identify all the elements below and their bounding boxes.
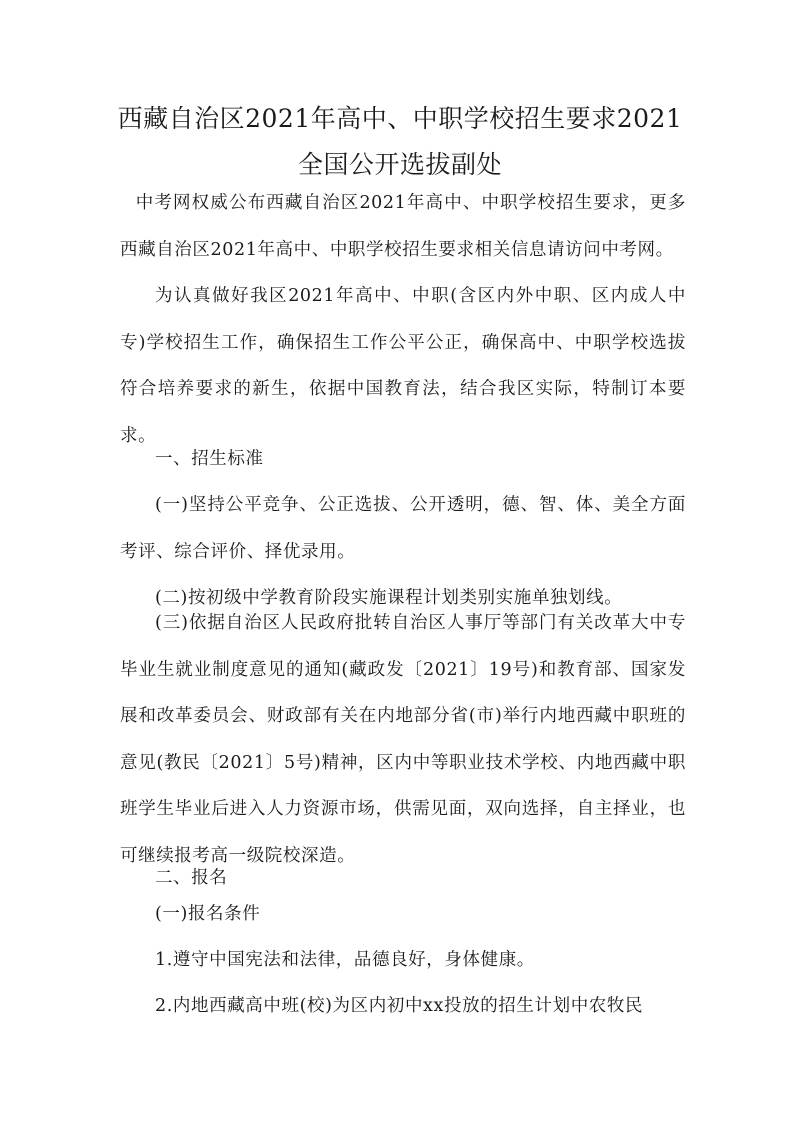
intro-paragraph: 中考网权威公布西藏自治区2021年高中、中职学校招生要求，更多西藏自治区2021年高中、中职学校招生要求相关信息请访问中考网。 — [120, 193, 686, 260]
document-title: 西藏自治区2021年高中、中职学校招生要求2021全国公开选拔副处 — [117, 104, 683, 179]
standard-item-1: (一)坚持公平竞争、公正选拔、公开透明，德、智、体、美全方面考评、综合评价、择优录用。 — [120, 495, 686, 562]
subsection-registration-conditions: (一)报名条件 — [155, 904, 261, 924]
standard-item-2: (二)按初级中学教育阶段实施课程计划类别实施单独划线。 — [155, 588, 623, 608]
section-heading-admission-standards: 一、招生标准 — [155, 449, 264, 469]
section-heading-registration: 二、报名 — [155, 868, 228, 888]
condition-item-2: 2.内地西藏高中班(校)为区内初中xx投放的招生计划中农牧民 — [155, 996, 644, 1016]
purpose-paragraph: 为认真做好我区2021年高中、中职(含区内外中职、区内成人中专)学校招生工作，确保招生工作公平公正，确保高中、中职学校选拔符合培养要求的新生，依据中国教育法，结合我区实际，特制订本要求。 — [120, 286, 686, 446]
standard-item-3: (三)依据自治区人民政府批转自治区人事厅等部门有关改革大中专毕业生就业制度意见的通知(藏政发〔2021〕19号)和教育部、国家发展和改革委员会、财政部有关在内地部分省(市)举行内地西藏中职班的意见(教民〔2021〕5号)精神，区内中等职业技术学校、内地西藏中职班学生毕业后进入人力资源市场，供需见面，双向选择，自主择业，也可继续报考高一级院校深造。 — [120, 613, 686, 866]
condition-item-1: 1.遵守中国宪法和法律，品德良好，身体健康。 — [155, 950, 535, 970]
